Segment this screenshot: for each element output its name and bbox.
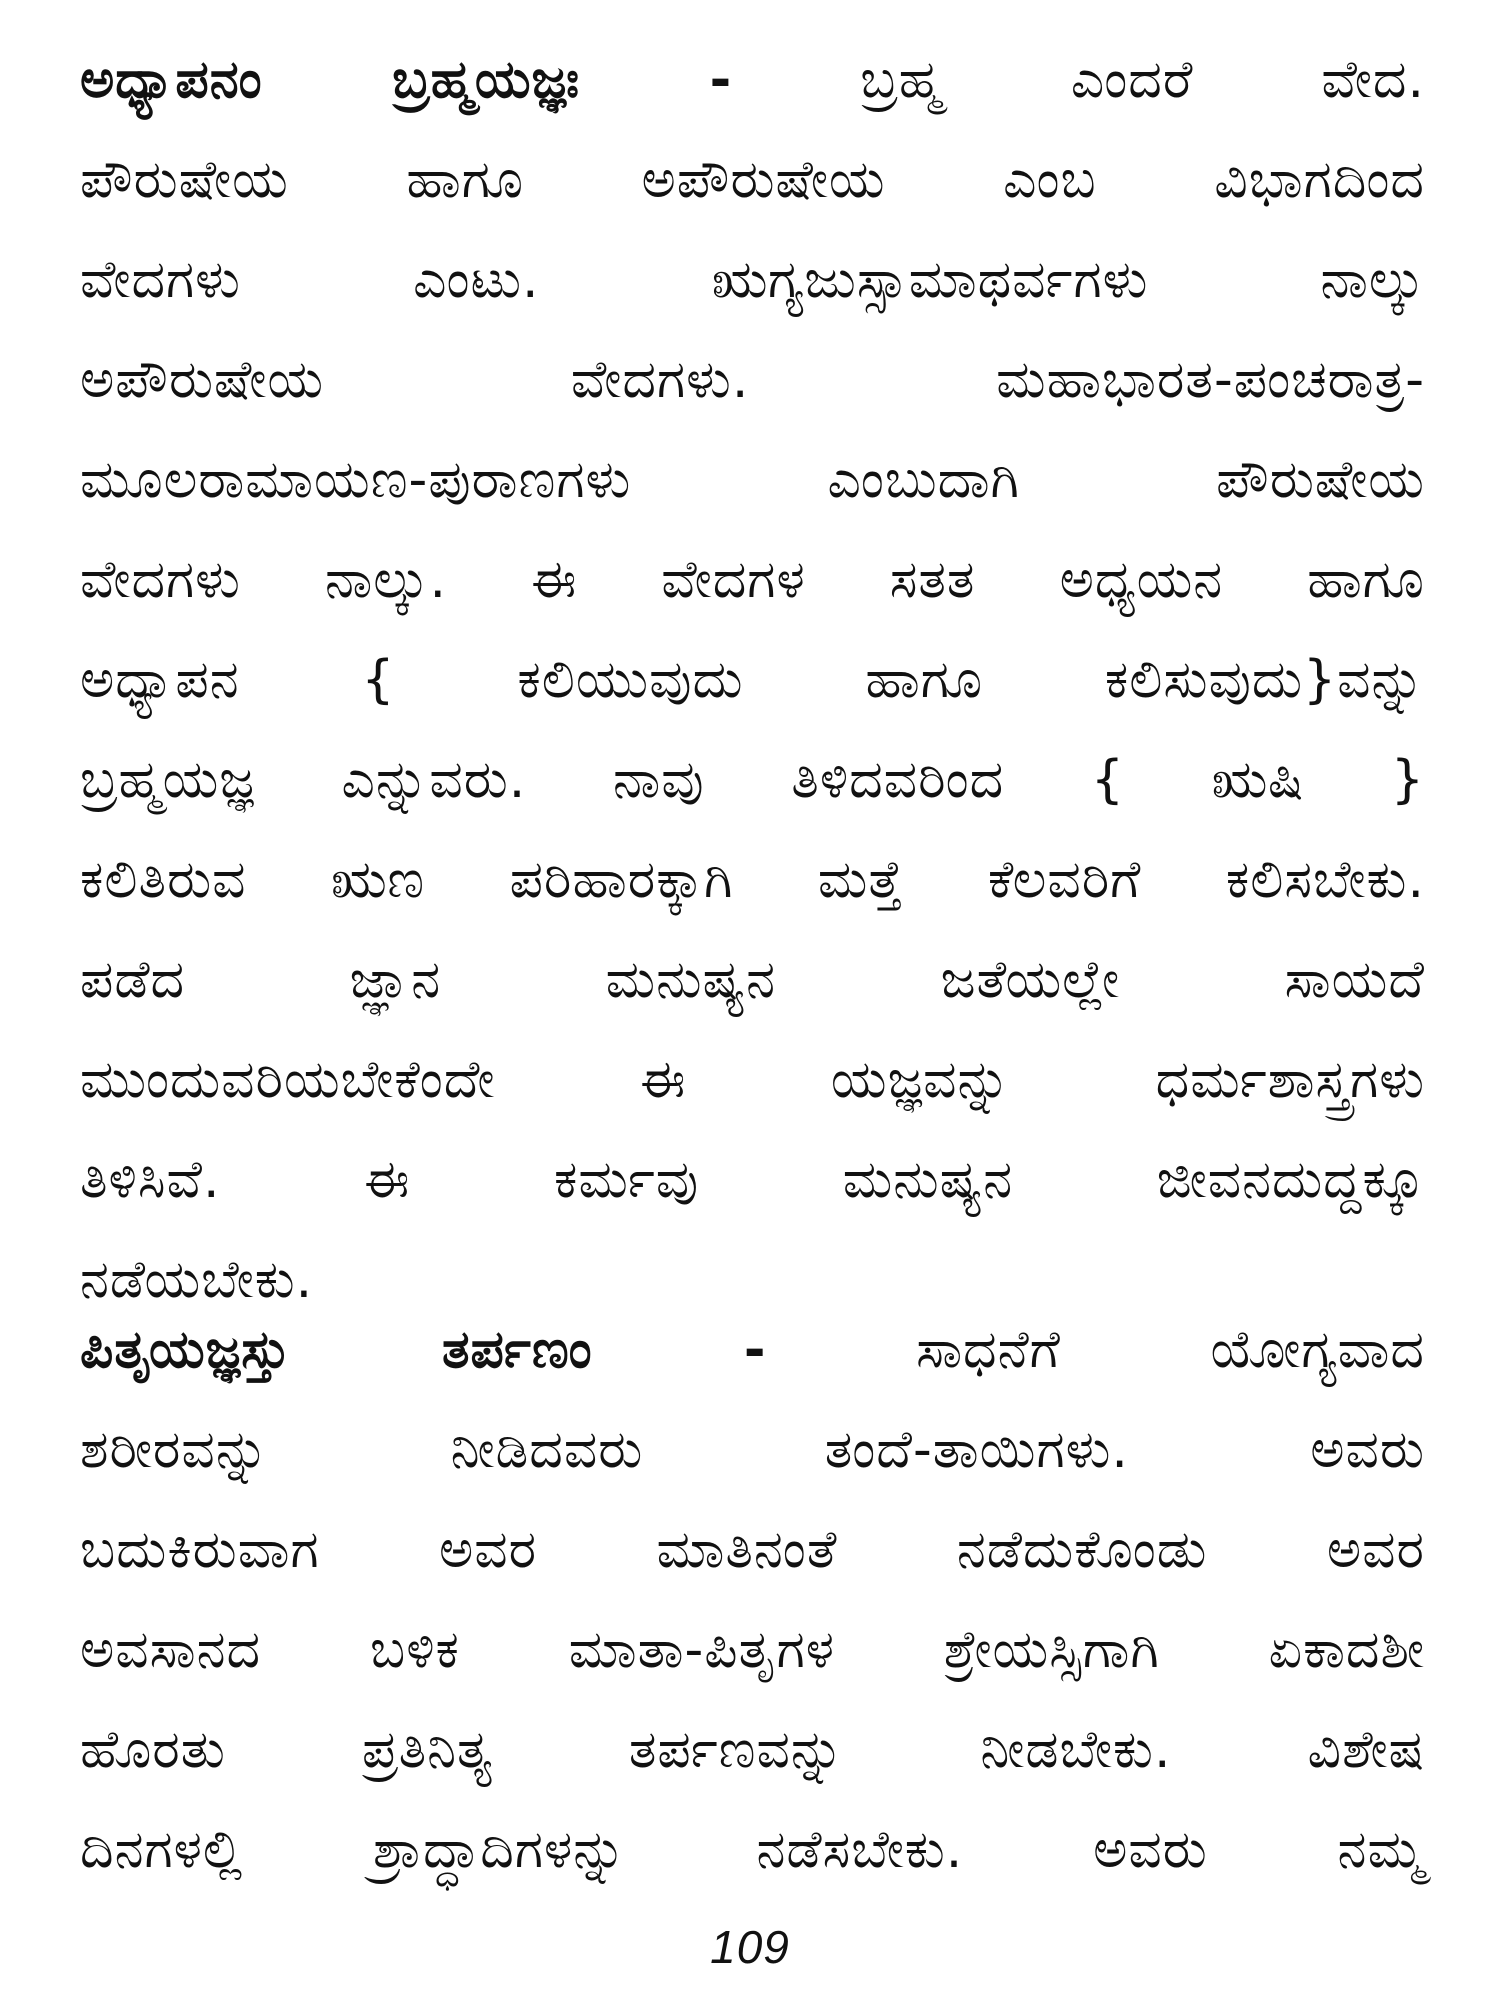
text-line <box>80 30 1425 130</box>
text-line: ತಿಳಿಸಿವೆ. ಈ ಕರ್ಮವು ಮನುಷ್ಯನ ಜೀವನದುದ್ದಕ್ಕೂ <box>80 1150 1425 1210</box>
text-line: ಕಲಿತಿರುವ ಋಣ ಪರಿಹಾರಕ್ಕಾಗಿ ಮತ್ತೆ ಕೆಲವರಿಗೆ ಕಲಿಸಬೇಕು. <box>80 850 1425 910</box>
text-fragment: ಬ್ರಹ್ಮ ಎಂದರೆ ವೇದ. <box>860 50 1425 110</box>
text-line: ದಿನಗಳಲ್ಲಿ ಶ್ರಾದ್ಧಾದಿಗಳನ್ನು ನಡೆಸಬೇಕು. ಅವರು ನಮ್ಮ <box>80 1820 1425 1880</box>
paragraph-brahma-yajna <box>80 30 1425 1330</box>
text-line: ಬ್ರಹ್ಮಯಜ್ಞ ಎನ್ನುವರು. ನಾವು ತಿಳಿದವರಿಂದ { ಋಷಿ } <box>80 750 1425 810</box>
section-heading: ಅಧ್ಯಾಪನಂ ಬ್ರಹ್ಮಯಜ್ಞಃ - <box>80 50 733 110</box>
paragraph-pitru-yajna <box>80 1300 1425 1900</box>
text-line: ಹೊರತು ಪ್ರತಿನಿತ್ಯ ತರ್ಪಣವನ್ನು ನೀಡಬೇಕು. ವಿಶೇಷ <box>80 1720 1425 1780</box>
text-line: ನಡೆಯಬೇಕು. <box>80 1250 314 1310</box>
text-line: ಪೌರುಷೇಯ ಹಾಗೂ ಅಪೌರುಷೇಯ ಎಂಬ ವಿಭಾಗದಿಂದ <box>80 150 1425 210</box>
page-number: 109 <box>710 1921 790 1973</box>
text-line: ಮುಂದುವರಿಯಬೇಕೆಂದೇ ಈ ಯಜ್ಞವನ್ನು ಧರ್ಮಶಾಸ್ತ್ರಗಳು <box>80 1050 1425 1110</box>
text-line: ಪಡೆದ ಜ್ಞಾನ ಮನುಷ್ಯನ ಜತೆಯಲ್ಲೇ ಸಾಯದೆ <box>80 950 1425 1010</box>
text-line: ಅವಸಾನದ ಬಳಿಕ ಮಾತಾ-ಪಿತೃಗಳ ಶ್ರೇಯಸ್ಸಿಗಾಗಿ ಏಕಾದಶೀ <box>80 1620 1425 1680</box>
text-line: ವೇದಗಳು ಎಂಟು. ಋಗ್ಯಜುಸ್ಸಾಮಾಥರ್ವಗಳು ನಾಲ್ಕು <box>80 250 1425 310</box>
text-fragment: ಸಾಧನೆಗೆ ಯೋಗ್ಯವಾದ <box>916 1320 1426 1380</box>
text-line: ಅಪೌರುಷೇಯ ವೇದಗಳು. ಮಹಾಭಾರತ-ಪಂಚರಾತ್ರ- <box>80 350 1425 410</box>
section-heading: ಪಿತೃಯಜ್ಞಸ್ತು ತರ್ಪಣಂ - <box>80 1320 767 1380</box>
text-line: ಅಧ್ಯಾಪನ { ಕಲಿಯುವುದು ಹಾಗೂ ಕಲಿಸುವುದು}ವನ್ನು <box>80 650 1425 710</box>
text-line: ವೇದಗಳು ನಾಲ್ಕು. ಈ ವೇದಗಳ ಸತತ ಅಧ್ಯಯನ ಹಾಗೂ <box>80 550 1425 610</box>
text-line: ಬದುಕಿರುವಾಗ ಅವರ ಮಾತಿನಂತೆ ನಡೆದುಕೊಂಡು ಅವರ <box>80 1520 1425 1580</box>
text-line: ಮೂಲರಾಮಾಯಣ-ಪುರಾಣಗಳು ಎಂಬುದಾಗಿ ಪೌರುಷೇಯ <box>80 450 1425 510</box>
text-line: ಶರೀರವನ್ನು ನೀಡಿದವರು ತಂದೆ-ತಾಯಿಗಳು. ಅವರು <box>80 1420 1425 1480</box>
text-line <box>80 1300 1425 1400</box>
